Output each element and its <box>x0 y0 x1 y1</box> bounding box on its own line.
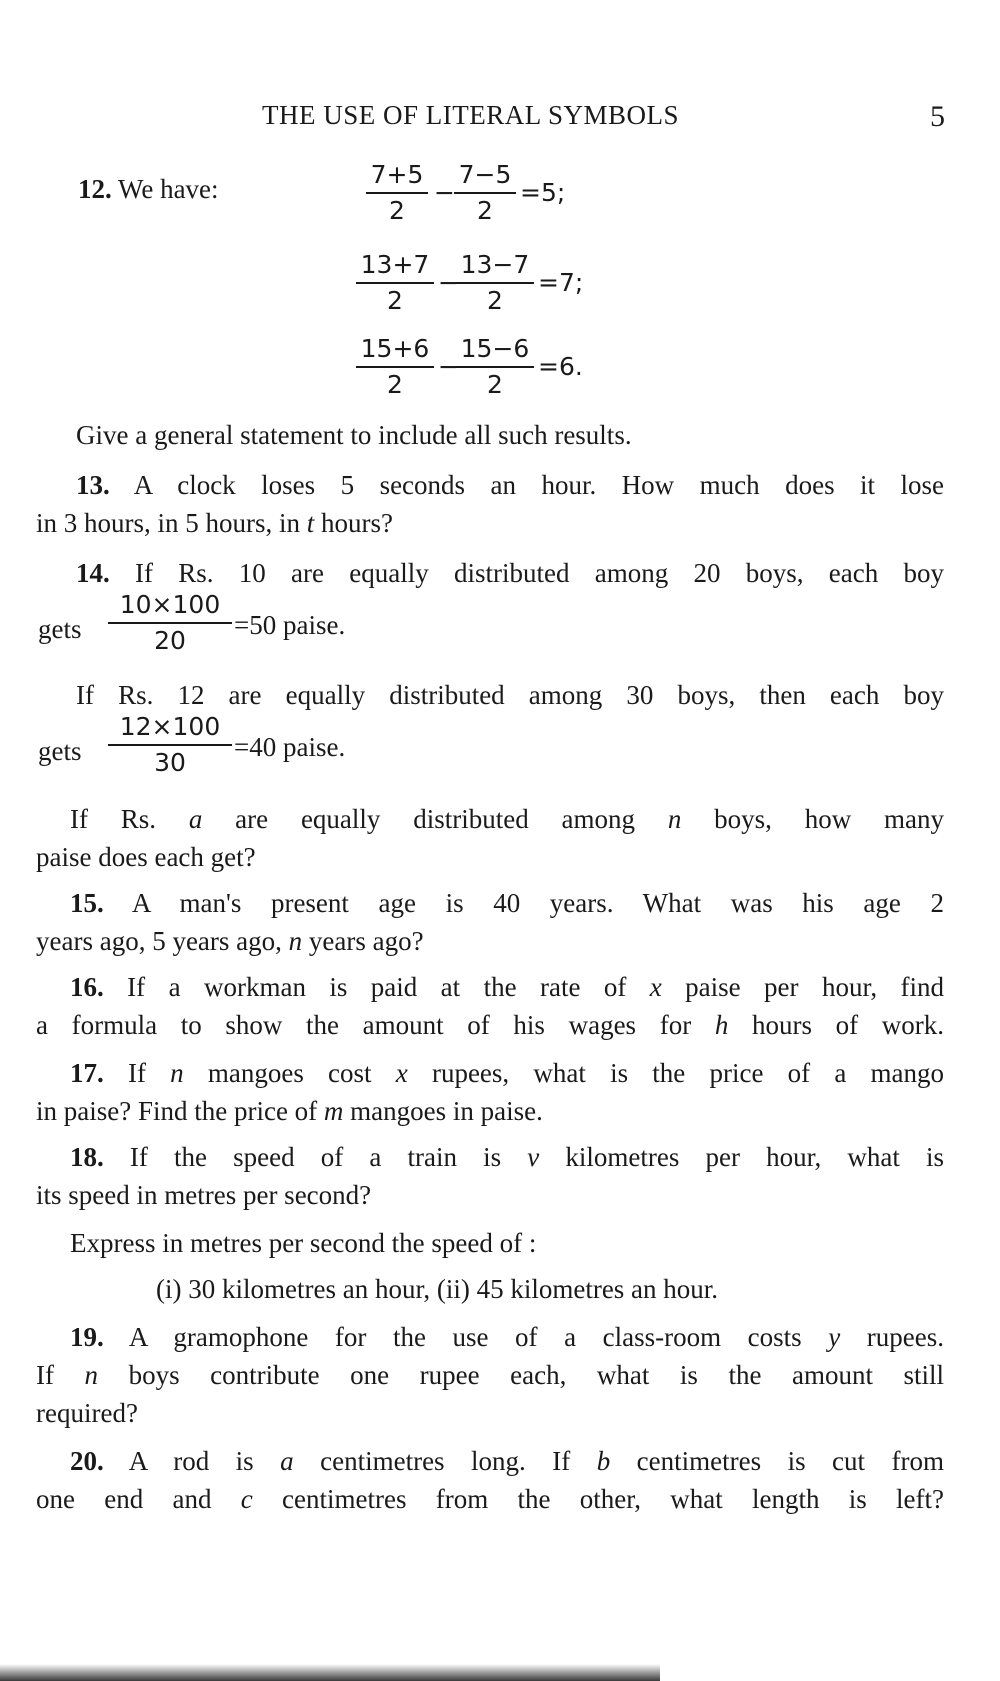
question-number: 15. <box>70 888 104 918</box>
question-number: 13. <box>76 470 110 500</box>
q19-line-3: required? <box>36 1398 138 1428</box>
fraction: $\frac{15+6}{2}$ <box>356 334 434 399</box>
q14-gets-label-1: gets <box>38 614 82 644</box>
q14-gets-label-2: gets <box>38 736 82 766</box>
q16-line-1: 16. If a workman is paid at the rate of x paise per hour, find <box>70 972 945 1002</box>
q18-line-1: 18. If the speed of a train is v kilometres per hour, what is <box>70 1142 945 1172</box>
question-number: 16. <box>70 972 104 1002</box>
fraction: $\frac{12\times 100}{30}$ <box>108 712 232 777</box>
question-number: 17. <box>70 1058 104 1088</box>
q12-equation-3 <box>356 334 616 414</box>
question-number: 14. <box>76 558 110 588</box>
q15-line-2: years ago, 5 years ago, n years ago? <box>36 926 424 956</box>
q16-line-2: a formula to show the amount of his wages for h hours of work. <box>36 1010 945 1040</box>
equation-result: =5; <box>520 178 566 207</box>
q15-line-1: 15. A man's present age is 40 years. What was his age 2 <box>70 888 944 918</box>
fraction: $\frac{13-7}{2}$ <box>456 250 534 315</box>
fraction: $\frac{7+5}{2}$ <box>366 160 428 225</box>
equation-result: =6. <box>538 352 583 381</box>
q14-line-2: If Rs. 12 are equally distributed among 30 boys, then each boy <box>76 680 944 710</box>
q19-line-1: 19. A gramophone for the use of a class-room costs y rupees. <box>70 1322 945 1352</box>
minus-sign: − <box>438 268 459 297</box>
q14-line-1: 14. If Rs. 10 are equally distributed among 20 boys, each boy <box>76 558 944 588</box>
fraction: $\frac{7-5}{2}$ <box>454 160 516 225</box>
q12-lead-text: We have: <box>118 174 219 204</box>
scan-shadow <box>0 1664 660 1681</box>
q20-line-2: one end and c centimetres from the other, what length is left? <box>36 1484 945 1514</box>
q14-equation-2 <box>108 712 408 792</box>
question-number: 18. <box>70 1142 104 1172</box>
question-number: 19. <box>70 1322 104 1352</box>
equation-result: =7; <box>538 268 584 297</box>
running-title: THE USE OF LITERAL SYMBOLS <box>262 100 680 130</box>
minus-sign: − <box>438 352 459 381</box>
q20-line-1: 20. A rod is a centimetres long. If b centimetres is cut from <box>70 1446 944 1476</box>
question-number: 20. <box>70 1446 104 1476</box>
fraction: $\frac{10\times 100}{20}$ <box>108 590 232 655</box>
q13-line-2: in 3 hours, in 5 hours, in t hours? <box>36 508 394 538</box>
q17-line-2: in paise? Find the price of m mangoes in paise. <box>36 1096 543 1126</box>
q12-equation-1 <box>356 160 616 240</box>
q19-line-2: If n boys contribute one rupee each, what is the amount still <box>36 1360 945 1390</box>
q18-line-4: (i) 30 kilometres an hour, (ii) 45 kilometres an hour. <box>156 1274 719 1304</box>
q18-line-2: its speed in metres per second? <box>36 1180 372 1210</box>
q18-line-3: Express in metres per second the speed of : <box>70 1228 537 1258</box>
q12-equation-2 <box>356 250 616 330</box>
q12-statement: Give a general statement to include all such results. <box>76 420 632 450</box>
q12-lead <box>78 172 219 206</box>
q17-line-1: 17. If n mangoes cost x rupees, what is the price of a mango <box>70 1058 945 1088</box>
q14-line-4: paise does each get? <box>36 842 256 872</box>
minus-sign: − <box>434 178 455 207</box>
q14-line-3: If Rs. a are equally distributed among n boys, how many <box>70 804 944 834</box>
equation-result: =50 paise. <box>234 610 346 640</box>
q14-equation-1 <box>108 590 408 670</box>
q13-line-1: 13. A clock loses 5 seconds an hour. How much does it lose <box>76 470 944 500</box>
page-header <box>0 100 1000 134</box>
fraction: $\frac{13+7}{2}$ <box>356 250 434 315</box>
page-number: 5 <box>930 100 945 133</box>
question-number: 12. <box>78 174 112 204</box>
fraction: $\frac{15-6}{2}$ <box>456 334 534 399</box>
equation-result: =40 paise. <box>234 732 346 762</box>
